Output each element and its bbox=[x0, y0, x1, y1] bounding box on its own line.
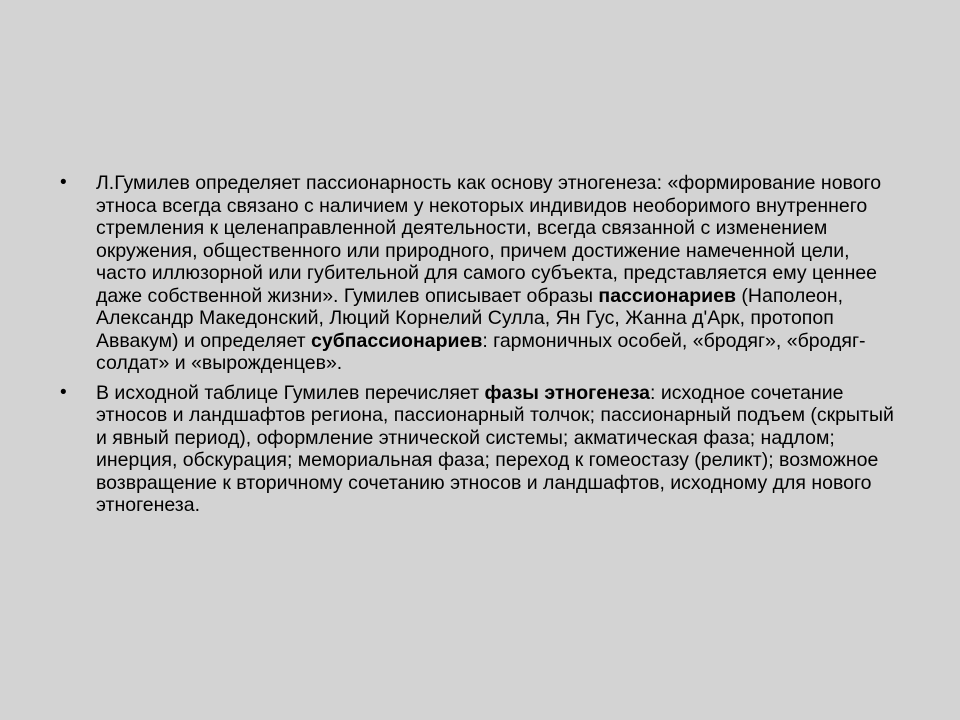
text-run: : гармоничных особей, «бродяг», «бродяг-солдат» и «вырожденцев». bbox=[96, 329, 866, 374]
bullet-marker: • bbox=[60, 172, 67, 193]
bullet-list bbox=[60, 172, 910, 524]
bold-term-ethnogenesis-phases: фазы этногенеза bbox=[484, 381, 650, 404]
bullet-marker: • bbox=[60, 381, 67, 403]
bullet-text bbox=[96, 172, 896, 375]
text-run: (Наполеон, Александр Македонский, Люций Корнелий Сулла, Ян Гус, Жанна д'Арк, протопоп Аввакум) и определяет bbox=[96, 284, 844, 352]
text-run: В исходной таблице Гумилев перечисляет bbox=[96, 381, 485, 404]
bullet-item-passionarity bbox=[60, 172, 910, 375]
bold-term-passionaries: пассионариев bbox=[598, 284, 736, 307]
text-run: : исходное сочетание этносов и ландшафтов региона, пассионарный толчок; пассионарный подъем (скрытый и явный период), оформление этнической системы; акматическая фаза; надлом; инерция, обскурация; мемориальная фаза; переход к гомеостазу (реликт); возможное возвращение к вторичному сочетанию этносов и ландшафтов, исходному для нового этногенеза. bbox=[96, 381, 894, 516]
text-run: Л.Гумилев определяет пассионарность как основу этногенеза: «формирование нового этноса всегда связано с наличием у некоторых индивидов необоримого внутреннего стремления к целенаправленной деятельности, всегда связанной с изменением окружения, общественного или природного, причем достижение намеченной цели, часто иллюзорной или губительной для самого субъекта, представляется ему ценнее даже собственной жизни». Гумилев описывает образы bbox=[96, 172, 882, 307]
bullet-item-ethnogenesis-phases bbox=[60, 382, 910, 517]
bullet-text bbox=[96, 382, 896, 517]
bold-term-subpassionaries: субпассионариев bbox=[311, 329, 483, 352]
